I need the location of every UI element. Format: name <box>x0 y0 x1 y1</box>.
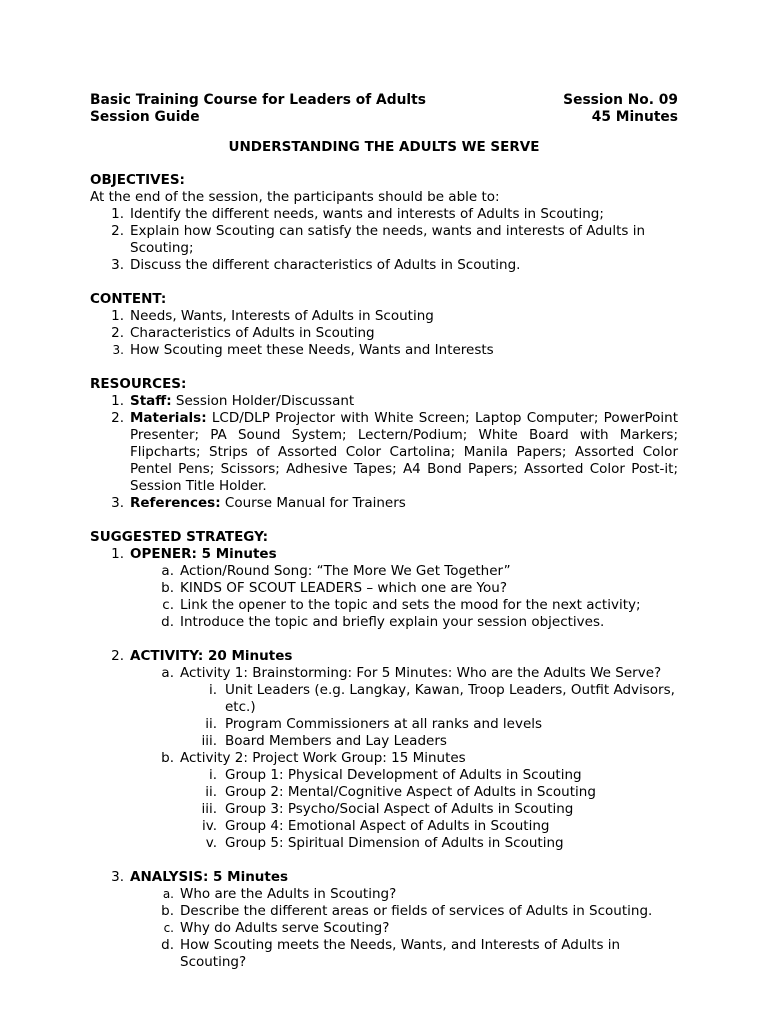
item-letter: a. <box>161 563 174 579</box>
resource-label: Materials: <box>130 410 207 426</box>
list-item <box>90 410 678 495</box>
item-roman: ii. <box>205 784 217 800</box>
list-item <box>90 597 678 614</box>
resources-heading: RESOURCES: <box>90 376 187 392</box>
strategy-heading: SUGGESTED STRATEGY: <box>90 529 269 545</box>
header-row-2 <box>90 109 678 126</box>
item-letter: b. <box>161 750 174 766</box>
list-item <box>90 580 678 597</box>
item-text: Board Members and Lay Leaders <box>225 733 447 749</box>
list-item <box>90 733 678 750</box>
document-page <box>90 92 678 971</box>
list-item <box>90 767 678 784</box>
item-text: Why do Adults serve Scouting? <box>180 920 390 936</box>
list-item <box>90 937 678 971</box>
item-letter: d. <box>161 937 174 953</box>
resource-label: Staff: <box>130 393 172 409</box>
document-title: UNDERSTANDING THE ADULTS WE SERVE <box>228 139 540 155</box>
item-text: How Scouting meet these Needs, Wants and Interests <box>130 342 494 358</box>
item-letter: b. <box>161 903 174 919</box>
list-item <box>90 342 678 359</box>
item-letter: c. <box>162 597 174 613</box>
resources-list <box>90 393 678 512</box>
list-item <box>90 903 678 920</box>
item-number: 1. <box>111 393 124 409</box>
item-title: ACTIVITY: 20 Minutes <box>130 648 293 664</box>
item-text: Activity 1: Brainstorming: For 5 Minutes: Who are the Adults We Serve? <box>180 665 662 681</box>
item-text: Course Manual for Trainers <box>220 495 406 511</box>
item-text: Group 1: Physical Development of Adults in Scouting <box>225 767 582 783</box>
objectives-list <box>90 206 678 274</box>
session-guide-label: Session Guide <box>90 109 200 125</box>
item-text: Activity 2: Project Work Group: 15 Minutes <box>180 750 466 766</box>
item-letter: d. <box>161 614 174 630</box>
item-text: Action/Round Song: “The More We Get Together” <box>180 563 511 579</box>
item-text: Introduce the topic and briefly explain your session objectives. <box>180 614 605 630</box>
objectives-heading: OBJECTIVES: <box>90 172 185 188</box>
item-text: How Scouting meets the Needs, Wants, and Interests of Adults in Scouting? <box>180 937 621 970</box>
list-item <box>90 393 678 410</box>
list-item <box>90 784 678 801</box>
item-number: 1. <box>111 206 124 222</box>
item-text: Unit Leaders (e.g. Langkay, Kawan, Troop Leaders, Outfit Advisors, etc.) <box>225 682 675 715</box>
list-item <box>90 665 678 682</box>
list-item <box>90 614 678 631</box>
session-number: Session No. 09 <box>563 92 678 108</box>
item-roman: i. <box>208 682 217 698</box>
item-number: 1. <box>111 546 124 562</box>
item-text: Session Holder/Discussant <box>171 393 355 409</box>
item-number: 2. <box>111 223 124 239</box>
item-number: 3. <box>111 869 124 885</box>
list-item <box>90 257 678 274</box>
item-text: Characteristics of Adults in Scouting <box>130 325 375 341</box>
item-letter: b. <box>161 580 174 596</box>
item-number: 3. <box>111 257 124 273</box>
item-text: Group 2: Mental/Cognitive Aspect of Adults in Scouting <box>225 784 596 800</box>
course-title: Basic Training Course for Leaders of Adults <box>90 92 426 108</box>
item-number: 2. <box>111 410 124 426</box>
list-item <box>90 920 678 937</box>
item-roman: v. <box>205 835 217 851</box>
item-text: Group 4: Emotional Aspect of Adults in Scouting <box>225 818 550 834</box>
list-item <box>90 682 678 716</box>
item-text: Explain how Scouting can satisfy the needs, wants and interests of Adults in Scouting; <box>130 223 646 256</box>
item-text: Group 5: Spiritual Dimension of Adults in Scouting <box>225 835 564 851</box>
header-row-1 <box>90 92 678 109</box>
list-item <box>90 886 678 903</box>
item-letter: c. <box>163 921 174 935</box>
item-text: Link the opener to the topic and sets the mood for the next activity; <box>180 597 641 613</box>
list-item <box>90 308 678 325</box>
item-text: Discuss the different characteristics of Adults in Scouting. <box>130 257 521 273</box>
session-duration: 45 Minutes <box>591 109 678 125</box>
item-text: Who are the Adults in Scouting? <box>180 886 397 902</box>
item-roman: ii. <box>205 716 217 732</box>
item-roman: iv. <box>202 818 217 834</box>
item-letter: a. <box>162 887 174 901</box>
item-text: LCD/DLP Projector with White Screen; Laptop Computer; PowerPoint Presenter; PA Sound System; Lectern/Podium; White Board with Markers; Flipcharts; Strips of Assorted Color Cartolina; Manila Papers; Assorted Color Pentel Pens; Scissors; Adhesive Tapes; A4 Bond Papers; Assorted Color Post-it; Session Title Holder. <box>130 410 678 494</box>
item-roman: i. <box>208 767 217 783</box>
list-item <box>90 206 678 223</box>
content-list <box>90 308 678 359</box>
item-roman: iii. <box>201 801 217 817</box>
item-number: 2. <box>111 648 124 664</box>
list-item <box>90 495 678 512</box>
item-number: 3. <box>111 495 124 511</box>
item-text: Program Commissioners at all ranks and levels <box>225 716 543 732</box>
item-text: Needs, Wants, Interests of Adults in Scouting <box>130 308 434 324</box>
activity-heading <box>90 648 678 665</box>
list-item <box>90 818 678 835</box>
list-item <box>90 750 678 767</box>
item-number: 2. <box>111 325 124 341</box>
item-title: OPENER: 5 Minutes <box>130 546 277 562</box>
list-item <box>90 801 678 818</box>
item-text: KINDS OF SCOUT LEADERS – which one are You? <box>180 580 507 596</box>
list-item <box>90 716 678 733</box>
list-item <box>90 223 678 257</box>
item-text: Identify the different needs, wants and interests of Adults in Scouting; <box>130 206 604 222</box>
resource-label: References: <box>130 495 221 511</box>
content-heading: CONTENT: <box>90 291 167 307</box>
list-item <box>90 835 678 852</box>
item-title: ANALYSIS: 5 Minutes <box>130 869 289 885</box>
item-text: Describe the different areas or fields of services of Adults in Scouting. <box>180 903 653 919</box>
objectives-intro: At the end of the session, the participants should be able to: <box>90 189 500 205</box>
item-number: 3. <box>112 343 124 357</box>
list-item <box>90 563 678 580</box>
analysis-heading <box>90 869 678 886</box>
opener-heading <box>90 546 678 563</box>
list-item <box>90 325 678 342</box>
item-text: Group 3: Psycho/Social Aspect of Adults in Scouting <box>225 801 574 817</box>
item-letter: a. <box>161 665 174 681</box>
item-roman: iii. <box>201 733 217 749</box>
item-number: 1. <box>111 308 124 324</box>
